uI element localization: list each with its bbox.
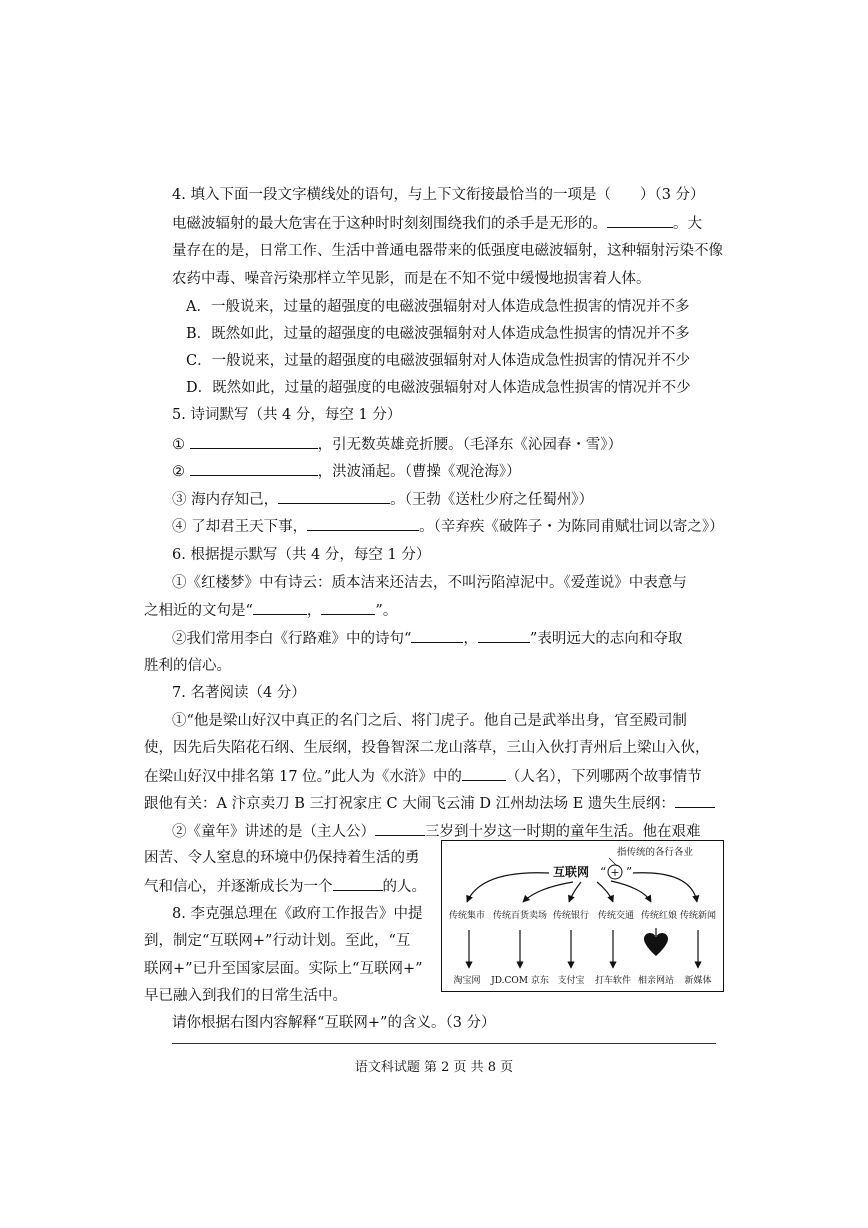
q7-stem: 7. 名著阅读（4 分） xyxy=(172,685,306,701)
q4-option-a: A．一般说来，过量的超强度的电磁波强辐射对人体造成急性损害的情况并不多 xyxy=(186,299,690,315)
q6-line-2 xyxy=(144,600,397,621)
q5-item-2-number: ② xyxy=(172,464,185,480)
q5-item-3-number: ③ xyxy=(172,492,187,508)
q4-option-b: B．既然如此，过量的超强度的电磁波强辐射对人体造成急性损害的情况并不多 xyxy=(186,326,690,342)
q5-stem: 5. 诗词默写（共 4 分，每空 1 分） xyxy=(172,407,402,423)
q7-person-blank[interactable] xyxy=(333,876,383,891)
curve-arrow-5 xyxy=(611,881,651,902)
bottom-label-jd: JD.COM 京东 xyxy=(491,976,549,986)
top-label-market: 传统集市 xyxy=(448,911,486,921)
q6-l2-text: 之相近的文句是“ xyxy=(144,603,253,619)
internet-plus-diagram xyxy=(441,840,724,992)
q6-l3-comma: ， xyxy=(463,631,478,647)
q7-line-5 xyxy=(172,821,701,842)
q7-l5-tail: 三岁到十岁这一时期的童年生活。他在艰难 xyxy=(425,824,701,840)
q4-paragraph-line-3: 农药中毒、噪音污染那样立竿见影，而是在不知不觉中缓慢地损害着人体。 xyxy=(172,271,651,287)
q4-answer-blank[interactable] xyxy=(607,213,673,228)
q7-l7-text: 气和信心，并逐渐成长为一个 xyxy=(144,879,333,895)
q4-paragraph-line-1 xyxy=(172,213,702,234)
q5-item-4-blank[interactable] xyxy=(307,516,419,531)
q7-l5-text: ②《童年》讲述的是（主人公） xyxy=(172,824,375,840)
q6-blank-3[interactable] xyxy=(411,628,463,643)
q4-p1-tail: 。大 xyxy=(673,216,702,232)
q5-item-2-blank[interactable] xyxy=(190,461,318,476)
diagram-note: 指传统的各行各业 xyxy=(617,847,694,858)
q6-line-3 xyxy=(172,628,682,649)
diagram-quote-open: “ xyxy=(600,865,607,879)
bottom-label-dating-site: 相亲网站 xyxy=(637,976,675,986)
q5-item-3 xyxy=(172,489,593,510)
q6-l3-tail: ”表明远大的志向和夺取 xyxy=(529,631,683,647)
q8-line-5: 请你根据右图内容解释“互联网+”的含义。（3 分） xyxy=(172,1015,496,1031)
q6-blank-2[interactable] xyxy=(321,600,375,615)
curve-arrow-1 xyxy=(467,873,549,902)
q5-item-1-blank[interactable] xyxy=(190,434,318,449)
q6-l3-text: ②我们常用李白《行路难》中的诗句“ xyxy=(172,631,412,647)
q6-blank-1[interactable] xyxy=(253,600,307,615)
q7-line-3 xyxy=(144,766,702,787)
bottom-label-taxi-app: 打车软件 xyxy=(594,976,632,986)
diagram-plus: + xyxy=(610,866,620,879)
q6-l2-comma: ， xyxy=(306,603,322,619)
top-label-matchmaker: 传统红娘 xyxy=(640,911,678,921)
top-label-transport: 传统交通 xyxy=(597,911,635,921)
q7-protagonist-blank[interactable] xyxy=(375,821,425,836)
q8-line-4: 早已融入到我们的日常生活中。 xyxy=(144,988,347,1004)
q5-item-2 xyxy=(172,461,521,482)
q5-item-1-number: ① xyxy=(172,437,185,453)
heart-icon xyxy=(644,933,668,956)
curve-arrow-6 xyxy=(633,873,697,902)
q7-name-blank[interactable] xyxy=(462,766,506,781)
q6-line-1: ①《红楼梦》中有诗云：质本洁来还洁去，不叫污陷淖泥中。《爱莲说》中表意与 xyxy=(172,575,687,591)
q5-item-3-blank[interactable] xyxy=(278,489,390,504)
diagram-quote-close: ” xyxy=(626,865,633,879)
diagram-center-label: 互联网 xyxy=(553,865,590,879)
q6-line-4: 胜利的信心。 xyxy=(144,658,231,674)
q4-option-d: D．既然如此，过量的超强度的电磁波强辐射对人体造成急性损害的情况并不少 xyxy=(186,380,691,396)
q4-option-c: C．一般说来，过量的超强度的电磁波强辐射对人体造成急性损害的情况并不少 xyxy=(186,353,691,369)
q7-l4-text: 跟他有关：A 汴京卖刀 B 三打祝家庄 C 大闹飞云浦 D 江州劫法场 E 遗失生辰纲： xyxy=(144,796,675,812)
q5-item-3-pre: 海内存知己， xyxy=(191,492,279,508)
q7-line-2: 使，因先后失陷花石纲、生辰纲，投鲁智深二龙山落草，三山入伙打青州后上梁山入伙， xyxy=(144,740,710,756)
q7-l3-text: 在梁山好汉中排名第 17 位。”此人为《水浒》中的 xyxy=(144,769,462,785)
q6-l2-close: ”。 xyxy=(375,603,398,619)
q5-item-4 xyxy=(172,516,724,537)
q8-line-3: 联网+”已升至国家层面。实际上“互联网+” xyxy=(144,961,423,977)
q7-options-blank[interactable] xyxy=(675,793,715,808)
top-label-department-store: 传统百货卖场 xyxy=(492,911,548,921)
bottom-label-new-media: 新媒体 xyxy=(684,976,712,986)
top-label-news: 传统新闻 xyxy=(679,911,717,921)
q5-item-4-number: ④ xyxy=(172,519,187,535)
q4-p1-text: 电磁波辐射的最大危害在于这种时时刻刻围绕我们的杀手是无形的。 xyxy=(172,216,607,232)
q5-item-4-pre: 了却君王天下事， xyxy=(191,519,308,535)
q7-line-1: ①“他是梁山好汉中真正的名门之后、将门虎子。他自己是武举出身，官至殿司制 xyxy=(172,713,687,729)
q7-l3-tail: （人名），下列哪两个故事情节 xyxy=(505,769,702,785)
curve-arrow-4 xyxy=(597,882,613,902)
footer-divider xyxy=(172,1043,716,1044)
q8-line-2: 到，制定“互联网+”行动计划。至此，“互 xyxy=(144,933,411,949)
page-footer: 语文科试题 第 2 页 共 8 页 xyxy=(354,1060,514,1075)
q6-blank-4[interactable] xyxy=(478,628,530,643)
q5-item-2-text: ，洪波涌起。（曹操《观沧海》） xyxy=(317,464,521,480)
curve-arrow-2 xyxy=(523,882,573,902)
q5-item-4-text: 。（辛弃疾《破阵子・为陈同甫赋壮词以寄之》） xyxy=(419,519,724,535)
q7-line-6: 困苦、令人窒息的环境中仍保持着生活的勇 xyxy=(144,850,420,866)
q7-l7-tail: 的人。 xyxy=(382,879,426,895)
q5-item-3-text: 。（王勃《送杜少府之任蜀州》） xyxy=(390,492,594,508)
q8-line-1: 8. 李克强总理在《政府工作报告》中提 xyxy=(172,906,423,922)
q4-paragraph-line-2: 量存在的是，日常工作、生活中普通电器带来的低强度电磁波辐射，这种辐射污染不像 xyxy=(172,243,723,259)
q5-item-1-text: ，引无数英雄竞折腰。（毛泽东《沁园春・雪》） xyxy=(317,437,623,453)
q4-stem: 4. 填入下面一段文字横线处的语句，与上下文衔接最恰当的一项是（ ）（3 分） xyxy=(172,187,705,203)
top-label-bank: 传统银行 xyxy=(552,911,590,921)
q6-stem: 6. 根据提示默写（共 4 分，每空 1 分） xyxy=(172,547,431,563)
bottom-label-alipay: 支付宝 xyxy=(557,976,585,986)
q5-item-1 xyxy=(172,434,622,455)
curve-arrow-3 xyxy=(569,882,581,902)
q7-line-4 xyxy=(144,793,715,814)
bottom-label-taobao: 淘宝网 xyxy=(453,976,481,986)
q7-line-7 xyxy=(144,876,426,897)
